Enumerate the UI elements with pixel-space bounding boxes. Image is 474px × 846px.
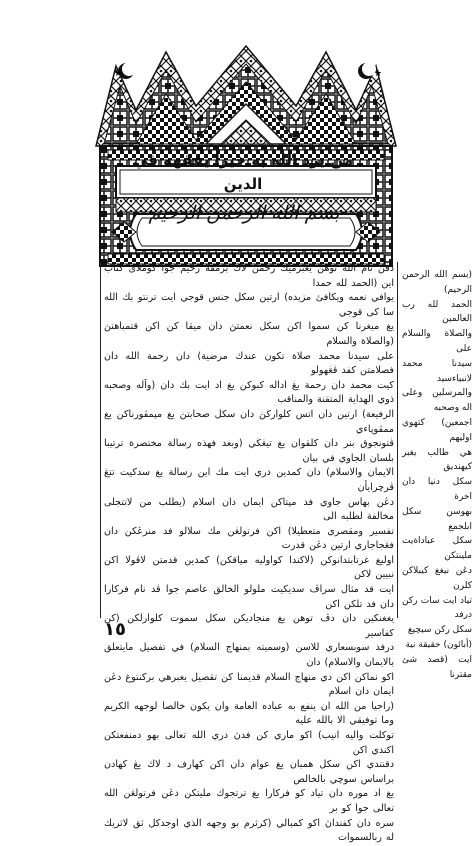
page-number: ١٥	[104, 619, 126, 640]
text-line: درفد سوبسعاري للاسن (وسميته بمنهاج السلام) في تفصيل مايتعلق بالايمان والاسلام) دان	[104, 642, 394, 669]
text-line: تفسير ومقصري متعطيلا) اكن فرتولڠن مك سلالو فد منرڠكن دان فڠجاجاري ارتين دڠن قدرت	[104, 525, 394, 552]
text-line: يوافي نعمه ويكافئ مزيده) ارتين سكل جنس قوجي ايت ترنتو بك الله سا كى قوجي	[104, 292, 394, 318]
text-line: ڤتونجوق بنر دان كلقوان يغ تيڠڬي (وبعد فهذه رسالة مختصرة ترتيبا بلسان الجاوي في بيان	[104, 438, 394, 464]
margin-column	[402, 262, 472, 680]
svg-text:★: ★	[374, 69, 383, 79]
text-line: الرفيعة) ارتين دان اتس كلوارڬڽ دان سكل صحابتڽ يغ مڽمڤورناكن يغ ممڤوڽاءي	[104, 408, 394, 435]
text-line: اوليغ غرتابتدانوكن (لاكندا كواوليه مياقكن) كمدين قدمتن لاڤولا اكن نبيين لاكن	[104, 554, 394, 581]
margin-line: (أبائون) حقيقة نية	[405, 639, 472, 650]
crescent-star-icon	[358, 62, 382, 79]
margin-line: سكل ركن سيچيغ	[407, 625, 472, 636]
margin-line: الحمد لله رب العالمين	[402, 299, 472, 325]
margin-commentary	[402, 268, 472, 680]
banner-text: من يرد الله به خيرا يفقهه في الدين	[132, 151, 354, 193]
text-line: دڠن بهاس جاوي فد مڽتاكن ايمان دان اسلام (يطلب من لاتتجلى مخالفة لطلبه الى	[104, 496, 394, 523]
margin-line: بهوسن سكل ابلجمع	[402, 506, 472, 532]
margin-line: سكل دنيا دان اخرة	[402, 477, 472, 502]
margin-line: سيدنا محمد لانبياءسيد	[402, 358, 472, 384]
text-line: على سيدنا محمد صلاة تكون عندك مرضية) دان رحمة الله دان فصلامتن كفد ڤڠهولو	[104, 350, 394, 377]
text-line: الايمان والاسلام) دان كمدين دري ايت مك اين رسالة يغ سدكيت تتڠ ڤرچرايأن	[104, 467, 394, 493]
basmala-heading: بسم الله الرحمن الرحيم	[148, 202, 340, 224]
text-line: (راجيا من الله ان ينفع به عباده العامة وان يكون خالصا لوجهه الكريم وما توفيقي الا بالله عليه	[104, 700, 394, 727]
margin-line: ايت (قصد شئ مقترنا	[402, 654, 472, 680]
margin-line: هي طالب يغبر كيهنديق	[402, 447, 472, 473]
crescent-star-icon	[114, 62, 136, 79]
text-line: دقنتدي اكن سكل همبان يغ عوام دان اكن كهارف د لاك يڠ كهادن براساس سوچي بالخالص	[104, 759, 394, 785]
text-line: يغغنكين دان دڤ توهن يغ منجاديكن سكل سموت كلوارلكن (كن كفاسير	[104, 613, 394, 639]
margin-line: دڠن نيغغ كيبلاكن كلرن	[402, 565, 472, 591]
text-line: سره دان كفنداڽ اكو كمبالي (كرثرم بو وجهه الذي اوجدكل ثق لاثريك له ربالسموات	[104, 817, 394, 844]
text-line: اكو نماكن اكن دي منهاج السلام قديمنا كن تقصيل يغبرهي بركنتوغ دڠن ايمان دان اسلام	[104, 671, 394, 698]
text-line: يغ اد موره دان تياد كو فركارا يغ ترتجوك مليتكن دڠن فرتولڠن الله تعالى جوا كو بر	[104, 788, 394, 814]
text-line: يغ ميغرنا كن سموا اكن سكل نعمتڽ دان ميقا كن اكن قتمباهنڽ (والصلاة والسلام	[104, 321, 394, 347]
text-line: توكلت واليه انيب) اكو ماري كن فدڽ دري الله تعالى بهو دمنفعتكن اكندي اكن	[104, 730, 394, 756]
text-line: دڤن نام الله توهن يغبرميك رحمن لاك برمقة رحيم جوا كوملاى كتاب اين (الحمد لله حمدا	[104, 263, 394, 289]
margin-line: اجمعين) كتهوي اوليهم	[402, 417, 472, 443]
margin-line: والمرسلين وعلى اله وصحبه	[402, 388, 472, 414]
margin-line: سكل عباداةيت ملينتكن	[402, 536, 472, 562]
margin-line: (بسم الله الرحمن الرحيم)	[402, 270, 472, 295]
margin-line: تياد ايت سات ركن درفد	[402, 595, 472, 621]
margin-line: والصلاة والسلام على	[402, 329, 472, 354]
svg-text:★: ★	[114, 69, 123, 79]
text-line: كيت محمد دان رحمة يڠ اداله كبوكن يغ اد ايت بك دان (وآله وصحبه ذوي الهداية المتقنة والمناقب	[104, 379, 394, 406]
text-line: ايت قد مثال سراڤ سديكيت ملولو الخالق عاصم جوا ڤد نام فركارا دان فد تلكن اكن	[104, 584, 394, 610]
